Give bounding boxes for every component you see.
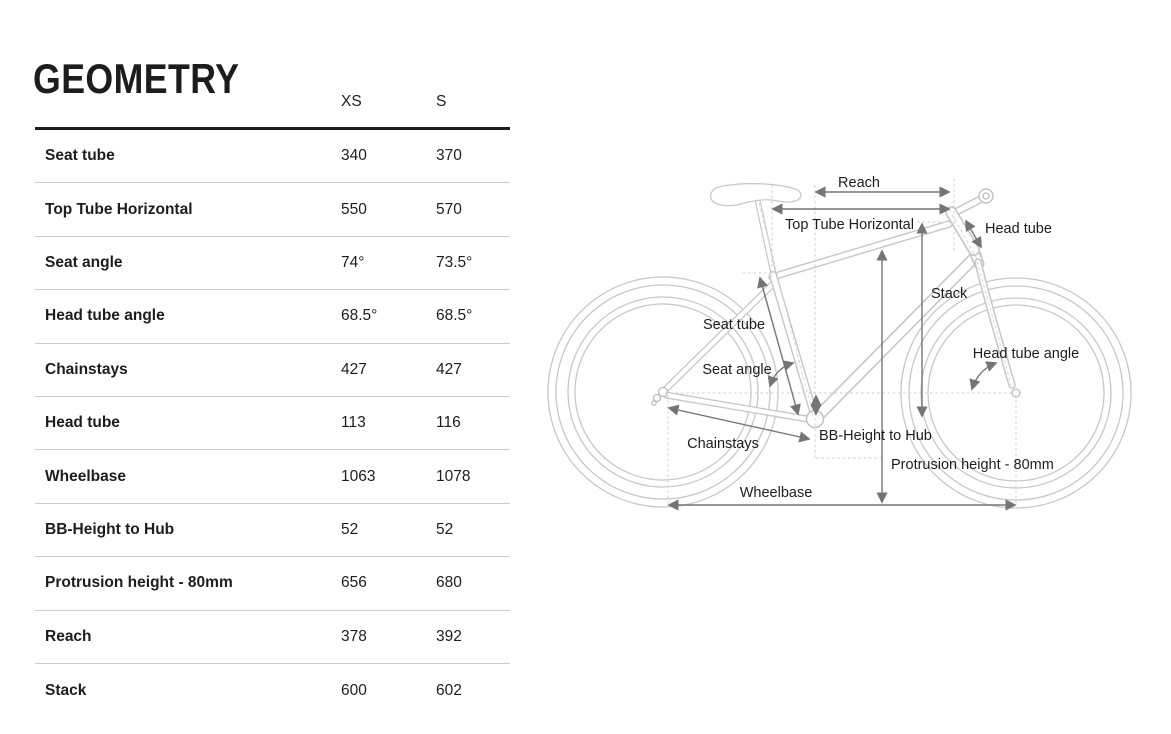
head-tube-label: Head tube	[985, 221, 1052, 237]
row-value-s: 68.5°	[436, 307, 473, 325]
row-value-xs: 113	[341, 414, 366, 432]
row-label: Reach	[45, 627, 92, 645]
reach-label: Reach	[838, 175, 880, 191]
row-value-s: 116	[436, 414, 461, 432]
row-value-xs: 600	[341, 681, 367, 699]
head-tube-angle-arc	[972, 363, 996, 389]
table-row	[35, 130, 510, 183]
bike-geometry-diagram	[545, 165, 1160, 535]
row-value-s: 427	[436, 360, 462, 378]
row-value-xs: 74°	[341, 253, 365, 271]
top-tube-horizontal-label: Top Tube Horizontal	[785, 217, 914, 233]
row-value-xs: 68.5°	[341, 307, 378, 325]
row-value-s: 73.5°	[436, 253, 473, 271]
row-label: Protrusion height - 80mm	[45, 574, 233, 592]
row-label: Seat angle	[45, 253, 123, 271]
row-label: Wheelbase	[45, 467, 126, 485]
row-label: Seat tube	[45, 147, 115, 165]
wheelbase-label: Wheelbase	[739, 485, 813, 501]
seat-angle-label: Seat angle	[702, 362, 772, 378]
row-label: Head tube angle	[45, 307, 165, 325]
col-header-s: S	[436, 93, 447, 110]
row-value-xs: 656	[341, 574, 367, 592]
table-row	[35, 290, 510, 343]
table-row	[35, 237, 510, 290]
row-value-xs: 1063	[341, 467, 376, 485]
row-value-s: 370	[436, 147, 462, 165]
stack-label: Stack	[931, 286, 968, 302]
table-row	[35, 611, 510, 664]
row-value-xs: 550	[341, 200, 367, 218]
table-row	[35, 450, 510, 503]
row-value-s: 602	[436, 681, 462, 699]
diagram-labels	[687, 175, 1079, 501]
table-row	[35, 664, 510, 717]
col-header-xs: XS	[341, 93, 362, 110]
table-row	[35, 557, 510, 610]
row-value-xs: 340	[341, 147, 367, 165]
row-label: Top Tube Horizontal	[45, 200, 193, 218]
row-value-xs: 427	[341, 360, 367, 378]
row-value-s: 52	[436, 520, 454, 538]
row-value-xs: 52	[341, 520, 359, 538]
seat-tube-label: Seat tube	[702, 317, 766, 333]
table-row	[35, 504, 510, 557]
table-row	[35, 183, 510, 236]
rear-derailleur-pulley	[652, 401, 656, 405]
table-row	[35, 397, 510, 450]
row-label: BB-Height to Hub	[45, 520, 175, 538]
row-label: Chainstays	[45, 360, 128, 378]
row-value-xs: 378	[341, 627, 367, 645]
handlebar-grip-center	[983, 193, 989, 199]
geometry-table	[35, 88, 510, 717]
row-value-s: 392	[436, 627, 462, 645]
protrusion-height-label: Protrusion height - 80mm	[891, 457, 1054, 473]
page-title: GEOMETRY	[33, 55, 240, 103]
row-value-s: 680	[436, 574, 462, 592]
table-row	[35, 344, 510, 397]
bb-height-to-hub-label: BB-Height to Hub	[819, 428, 932, 444]
row-label: Head tube	[45, 414, 120, 432]
row-label: Stack	[45, 681, 87, 699]
table-header-row	[35, 88, 510, 127]
row-value-s: 1078	[436, 467, 471, 485]
row-value-s: 570	[436, 200, 462, 218]
chainstays-label: Chainstays	[687, 436, 759, 452]
head-tube-angle-label: Head tube angle	[972, 346, 1080, 362]
